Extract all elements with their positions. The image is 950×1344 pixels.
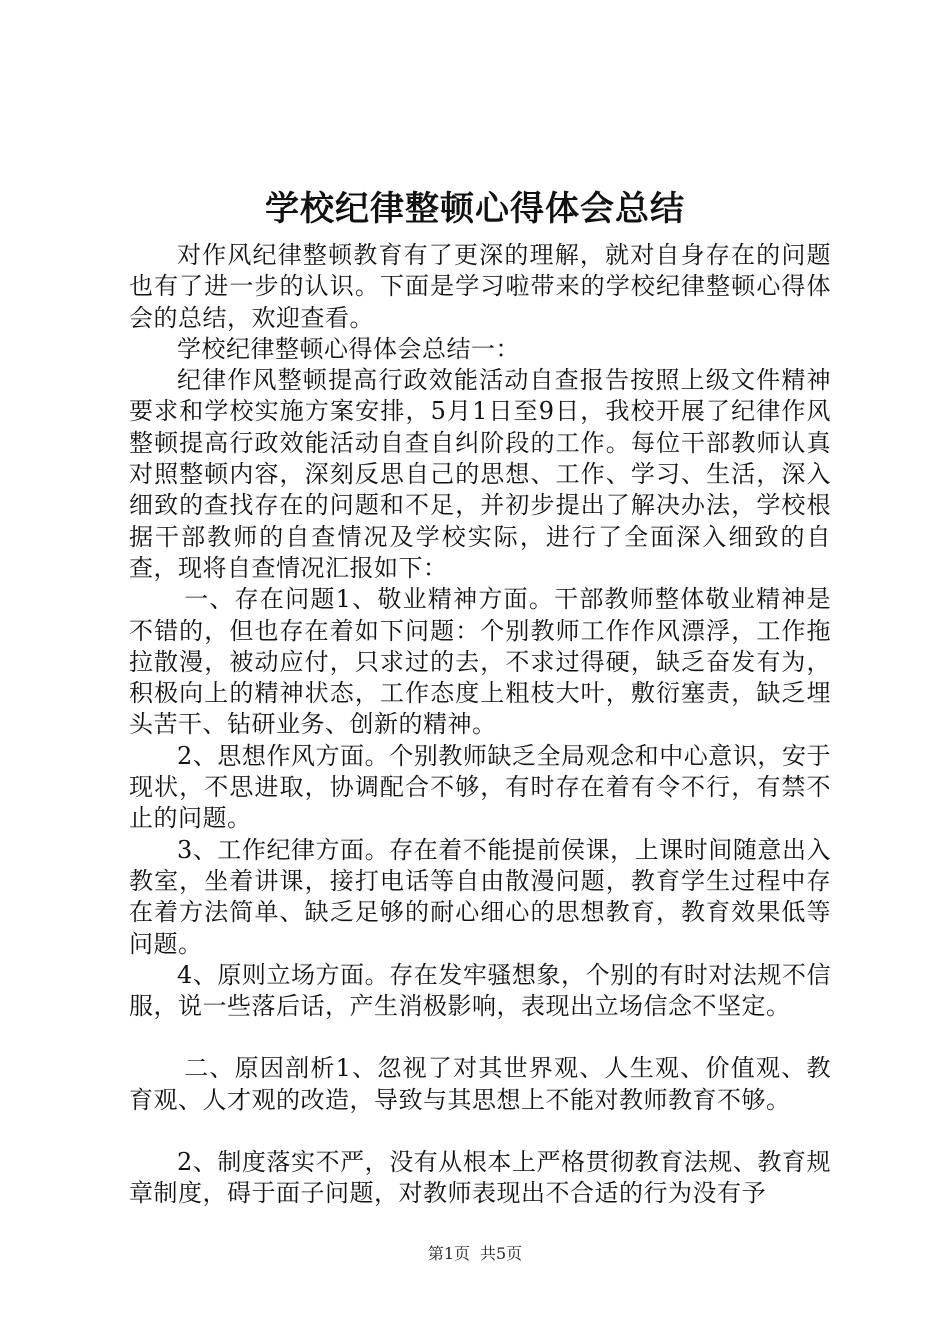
paragraph-section-heading: 学校纪律整顿心得体会总结一：	[177, 334, 520, 363]
document-title: 学校纪律整顿心得体会总结	[265, 189, 685, 229]
paragraph-thought-style: 2、思想作风方面。个别教师缺乏全局观念和中心意识，安于现状，不思进取，协调配合不够，有时存在着有令不行，有禁不止的问题。	[129, 741, 831, 833]
paragraph-self-check-report: 纪律作风整顿提高行政效能活动自查报告按照上级文件精神要求和学校实施方案安排，5月1日至9日，我校开展了纪律作风整顿提高行政效能活动自查自纠阶段的工作。每位干部教师认真对照整顿内容，深刻反思自己的思想、工作、学习、生活，深入细致的查找存在的问题和不足，并初步提出了解决办法，学校根据干部教师的自查情况及学校实际，进行了全面深入细致的自查，现将自查情况汇报如下：	[129, 366, 831, 582]
paragraph-work-discipline: 3、工作纪律方面。存在着不能提前侯课，上课时间随意出入教室，坐着讲课，接打电话等自由散漫问题，教育学生过程中存在着方法简单、缺乏足够的耐心细心的思想教育，教育效果低等问题。	[129, 835, 831, 958]
paragraph-principle-stance: 4、原则立场方面。存在发牢骚想象，个别的有时对法规不信服，说一些落后话，产生消极影响，表现出立场信念不坚定。	[129, 960, 831, 1021]
page-footer	[0, 1244, 950, 1264]
page-total: 共5页	[480, 1244, 523, 1263]
paragraph-intro: 对作风纪律整顿教育有了更深的理解，就对自身存在的问题也有了进一步的认识。下面是学习啦带来的学校纪律整顿心得体会的总结，欢迎查看。	[129, 241, 831, 332]
paragraph-system-enforcement: 2、制度落实不严，没有从根本上严格贯彻教育法规、教育规章制度，碍于面子问题，对教师表现出不合适的行为没有予	[129, 1148, 831, 1208]
page-number: 第1页	[427, 1244, 470, 1263]
document-body	[129, 240, 831, 1210]
paragraph-cause-analysis: 二、原因剖析1、忽视了对其世界观、人生观、价值观、教育观、人才观的改造，导致与其思想上不能对教师教育不够。	[129, 1054, 831, 1114]
paragraph-existing-problems: 一、存在问题1、敬业精神方面。干部教师整体敬业精神是不错的，但也存在着如下问题：个别教师工作作风漂浮，工作拖拉散漫，被动应付，只求过的去，不求过得硬，缺乏奋发有为，积极向上的精神状态，工作态度上粗枝大叶，敷衍塞责，缺乏埋头苦干、钻研业务、创新的精神。	[129, 585, 831, 739]
